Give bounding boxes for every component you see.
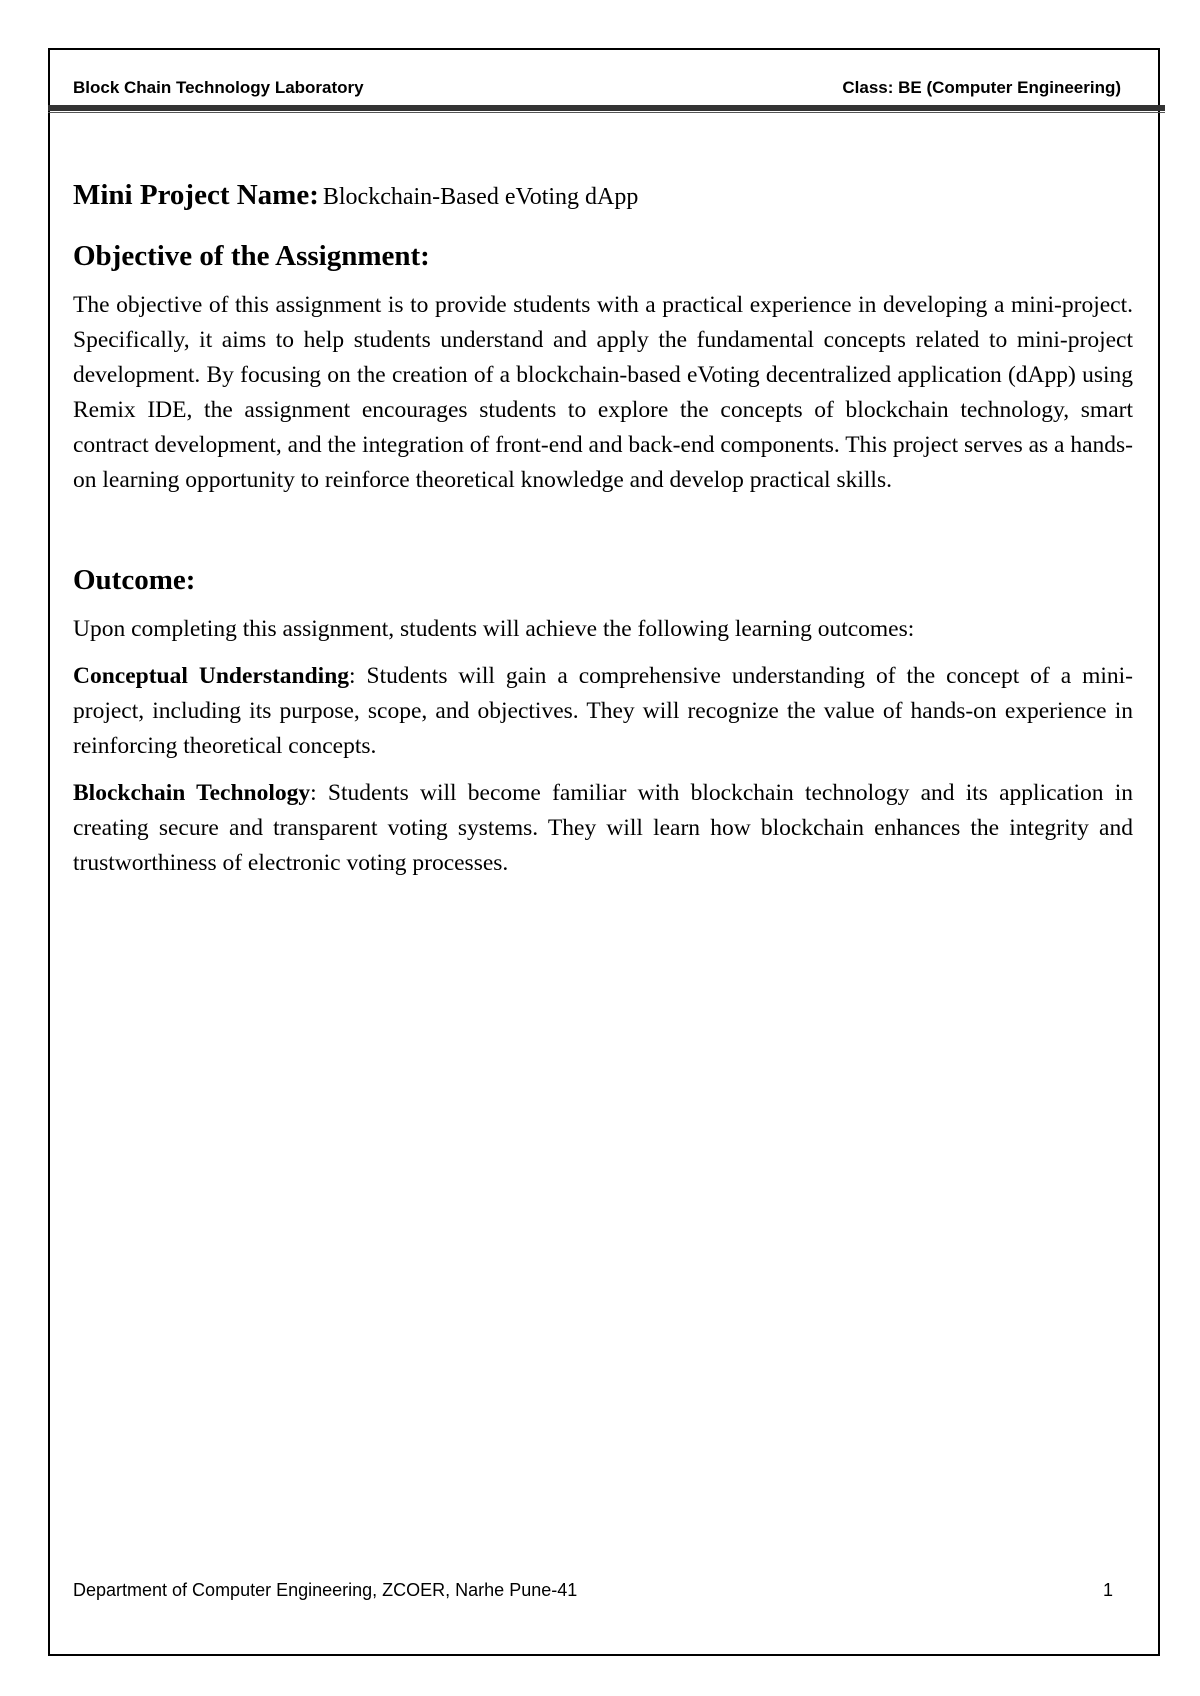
- outcome-heading: Outcome:: [73, 564, 196, 596]
- objective-body: The objective of this assignment is to provide students with a practical experience in developing a mini-project. Specifically, it aims to help students understand and apply the fundamental concepts related to mini-project development. By focusing on the creation of a blockchain-based eVoting decentralized application (dApp) using Remix IDE, the assignment encourages students to explore the concepts of blockchain technology, smart contract development, and the integration of front-end and back-end components. This project serves as a hands-on learning opportunity to reinforce theoretical knowledge and develop practical skills.: [73, 292, 1133, 493]
- header-rule: [48, 105, 1165, 111]
- project-label: Mini Project Name:: [73, 179, 319, 211]
- outcome-item-term: Blockchain Technology: [73, 780, 311, 806]
- section-spacer: [73, 510, 1133, 562]
- outcome-item: [73, 776, 1133, 881]
- department-name: Department of Computer Engineering, ZCOER, Narhe Pune-41: [73, 1580, 578, 1600]
- page-number: 1: [1102, 1580, 1113, 1600]
- outcome-item: [73, 659, 1133, 764]
- class-name: Class: BE (Computer Engineering): [842, 78, 1121, 97]
- lab-name: Block Chain Technology Laboratory: [73, 78, 364, 97]
- page-content: [73, 175, 1133, 893]
- page-header: [73, 78, 1121, 104]
- project-title-line: [73, 175, 1133, 220]
- objective-heading: Objective of the Assignment:: [73, 240, 430, 272]
- outcome-item-text: : Students will gain a comprehensive understanding of the concept of a mini-project, including its purpose, scope, and objectives. They will recognize the value of hands-on experience in reinforcing theoretical concepts.: [73, 663, 1133, 759]
- project-name: Blockchain-Based eVoting dApp: [322, 184, 639, 210]
- outcome-item-text: : Students will become familiar with blockchain technology and its application in creating secure and transparent voting systems. They will learn how blockchain enhances the integrity and trustworthiness of electronic voting processes.: [73, 780, 1133, 876]
- outcome-item-term: Conceptual Understanding: [73, 663, 350, 689]
- header-rule-thin: [48, 112, 1165, 113]
- outcome-intro: Upon completing this assignment, students will achieve the following learning outcomes:: [73, 616, 915, 642]
